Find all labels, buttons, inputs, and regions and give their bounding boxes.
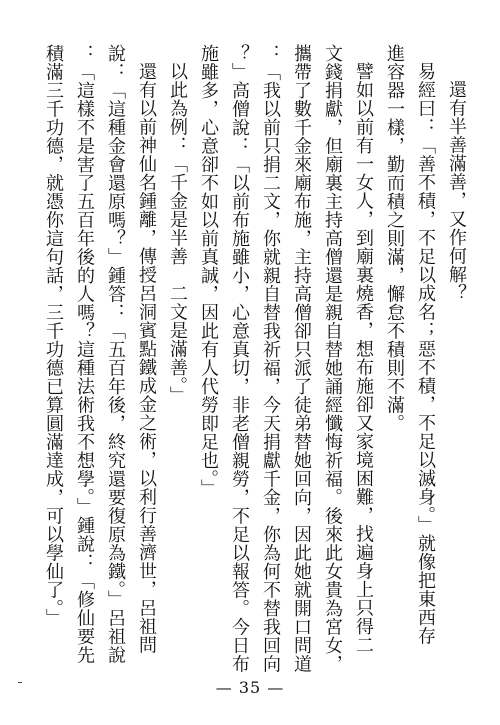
text-column: 還有以前神仙名鍾離，傳授呂洞賓點鐵成金之術，以利行善濟世，呂祖問 [136, 62, 157, 654]
page-number: — 35 — [215, 678, 285, 697]
text-column: ：「我以前只捐二文，你就親自替我祈福，今天捐獻千金，你為何不替我回向 [260, 44, 281, 673]
text-column: 還有半善滿善，又作何解？ [446, 80, 467, 302]
text-column: 施雖多，心意卻不如以前真誠，因此有人代勞即足也。」 [198, 44, 219, 498]
text-column: 文錢捐獻，但廟裏主持高僧還是親自替她誦經懺悔祈福。後來此女貴為宮女， [322, 44, 343, 673]
text-column: 積滿三千功德，就憑你這句話，三千功德已算圓滿達成，可以學仙了。」 [43, 44, 64, 627]
text-column: 說：「這種金會還原嗎？」鍾答：「五百年後，終究還要復原為鐵。」呂祖說 [105, 44, 126, 664]
text-column: ？」高僧說：「以前布施雖小，心意真切，非老僧親勞，不足以報答。今日布 [229, 44, 250, 673]
text-column: ：「這樣不是害了五百年後的人嗎？這種法術我不想學。」鍾說：「修仙要先 [74, 44, 95, 664]
text-column: 易經曰：「善不積，不足以成名；惡不積，不足以滅身。」就像把東西存 [415, 62, 436, 645]
text-column: 以此為例：「千金是半善 二文是滿善。」 [167, 62, 188, 405]
text-column: 譬如以前有一女人，到廟裏燒香，想布施卻又家境困難，找遍身上只得二 [353, 62, 374, 654]
text-column: 進容器一樣，勤而積之則滿，懈怠不積則不滿。 [384, 44, 405, 433]
text-column: 攜帶了數千金來廟布施，主持高僧卻只派了徒弟替她回向，因此她就開口問道 [291, 44, 312, 673]
vertical-text-body [38, 44, 472, 673]
